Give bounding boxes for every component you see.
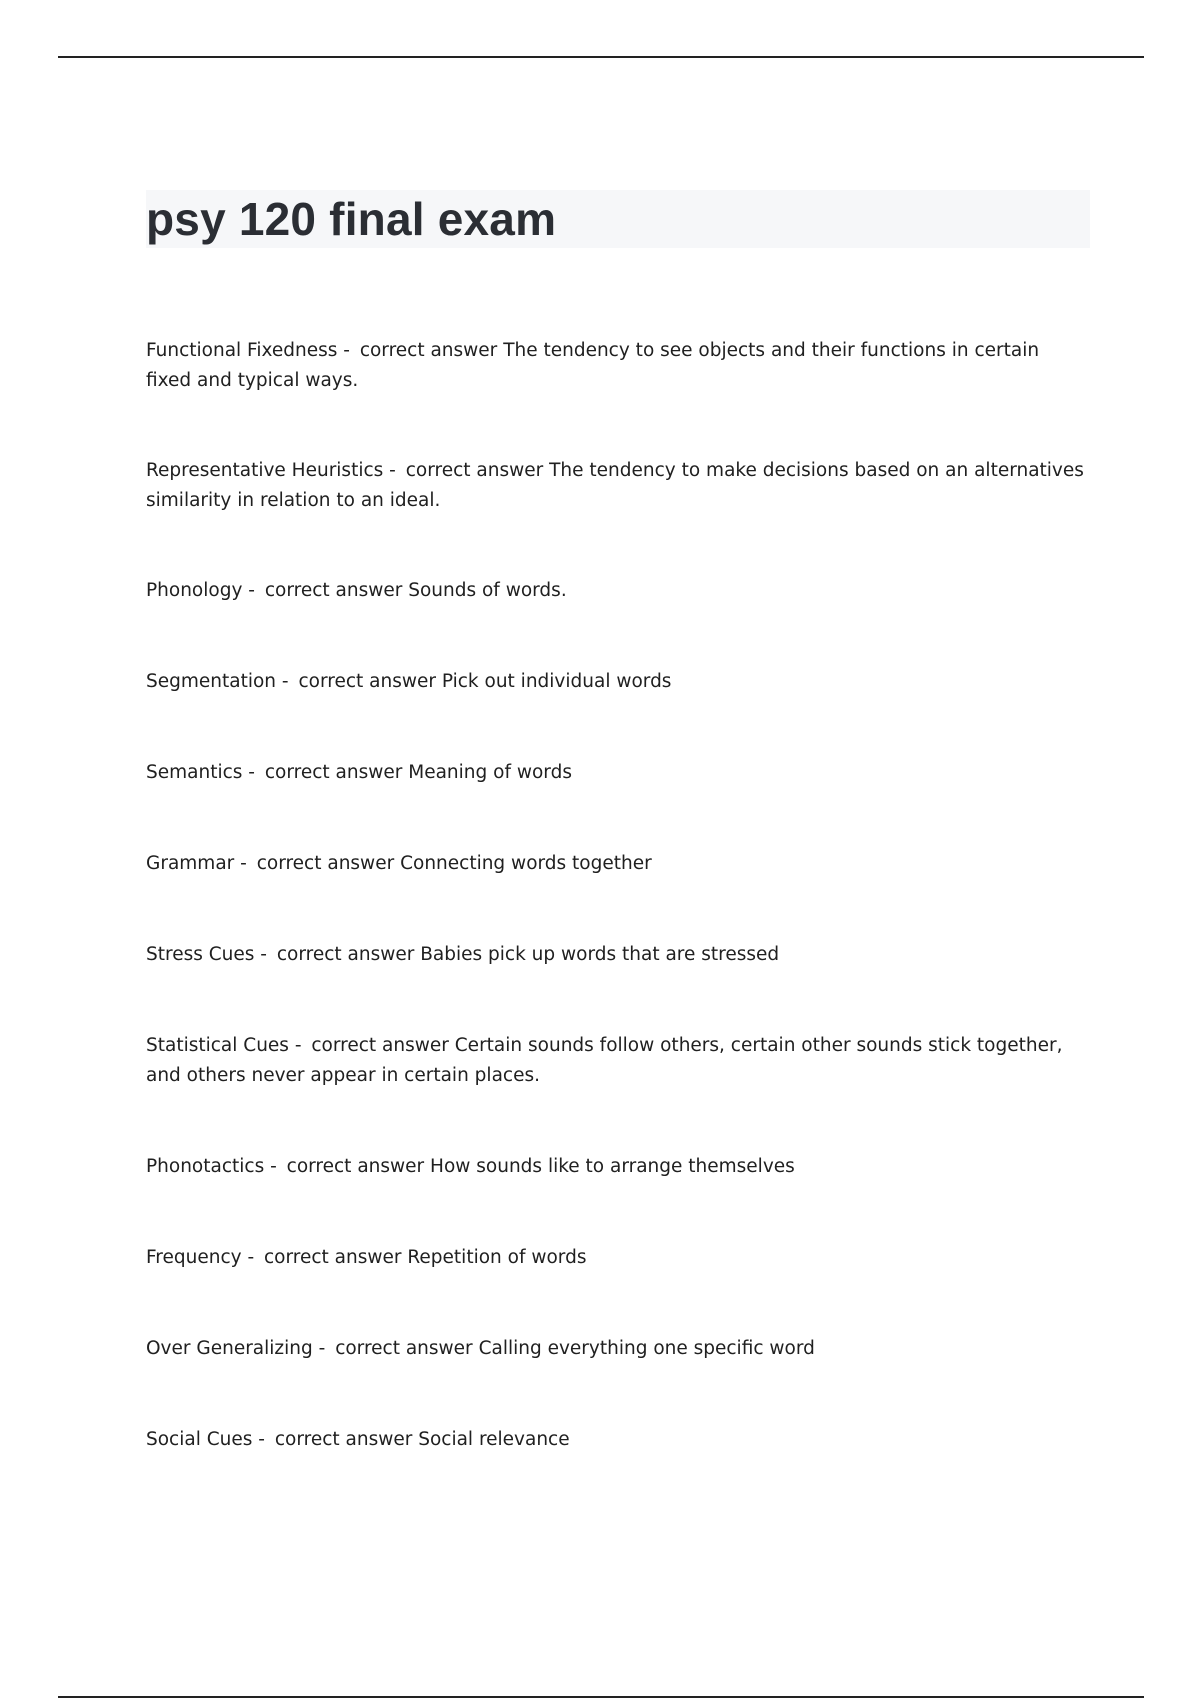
answer-label: correct answer	[264, 580, 403, 601]
flashcard-term: Phonology -	[146, 580, 261, 601]
top-rule	[58, 56, 1144, 58]
answer-label: correct answer	[264, 1247, 402, 1268]
flashcard-term: Phonotactics -	[146, 1156, 283, 1177]
flashcard-definition: Sounds of words.	[408, 580, 567, 601]
flashcard-item	[146, 1031, 1086, 1091]
flashcard-definition: The tendency to make decisions based on an alternatives similarity in relation to an ideal.	[146, 460, 1084, 511]
answer-label: correct answer	[405, 460, 544, 481]
flashcard-definition: Babies pick up words that are stressed	[420, 944, 780, 965]
answer-label: correct answer	[276, 944, 415, 965]
flashcard-term: Segmentation -	[146, 671, 294, 692]
flashcard-definition: Calling everything one specific word	[478, 1338, 815, 1359]
answer-label: correct answer	[274, 1429, 413, 1450]
flashcard-item	[146, 1425, 1086, 1455]
page-title: psy 120 final exam	[146, 193, 557, 245]
flashcard-definition: The tendency to see objects and their functions in certain fixed and typical ways.	[146, 340, 1040, 391]
flashcard-item	[146, 1334, 1086, 1364]
flashcard-term: Semantics -	[146, 762, 261, 783]
flashcard-definition: Connecting words together	[400, 853, 652, 874]
flashcard-definition: Meaning of words	[408, 762, 572, 783]
flashcard-definition: Certain sounds follow others, certain other sounds stick together, and others never appear in certain places.	[146, 1035, 1063, 1086]
flashcard-term: Stress Cues -	[146, 944, 273, 965]
flashcard-term: Representative Heuristics -	[146, 460, 402, 481]
flashcard-definition: How sounds like to arrange themselves	[430, 1156, 795, 1177]
flashcard-term: Grammar -	[146, 853, 253, 874]
flashcard-term: Social Cues -	[146, 1429, 271, 1450]
flashcard-item	[146, 336, 1086, 396]
flashcard-item	[146, 1152, 1086, 1182]
answer-label: correct answer	[298, 671, 436, 692]
flashcard-item	[146, 576, 1086, 606]
flashcard-item	[146, 667, 1086, 697]
flashcard-item	[146, 758, 1086, 788]
flashcard-term: Functional Fixedness -	[146, 340, 356, 361]
flashcard-item	[146, 1243, 1086, 1273]
flashcard-item	[146, 849, 1086, 879]
flashcard-item	[146, 456, 1086, 516]
answer-label: correct answer	[359, 340, 498, 361]
flashcard-item	[146, 940, 1086, 970]
flashcard-definition: Pick out individual words	[441, 671, 672, 692]
answer-label: correct answer	[311, 1035, 449, 1056]
flashcard-term: Frequency -	[146, 1247, 260, 1268]
answer-label: correct answer	[256, 853, 395, 874]
flashcard-definition: Repetition of words	[407, 1247, 587, 1268]
flashcard-term: Over Generalizing -	[146, 1338, 331, 1359]
flashcard-definition: Social relevance	[418, 1429, 570, 1450]
flashcard-term: Statistical Cues -	[146, 1035, 307, 1056]
answer-label: correct answer	[286, 1156, 425, 1177]
answer-label: correct answer	[264, 762, 403, 783]
answer-label: correct answer	[335, 1338, 473, 1359]
bottom-rule	[58, 1696, 1144, 1698]
